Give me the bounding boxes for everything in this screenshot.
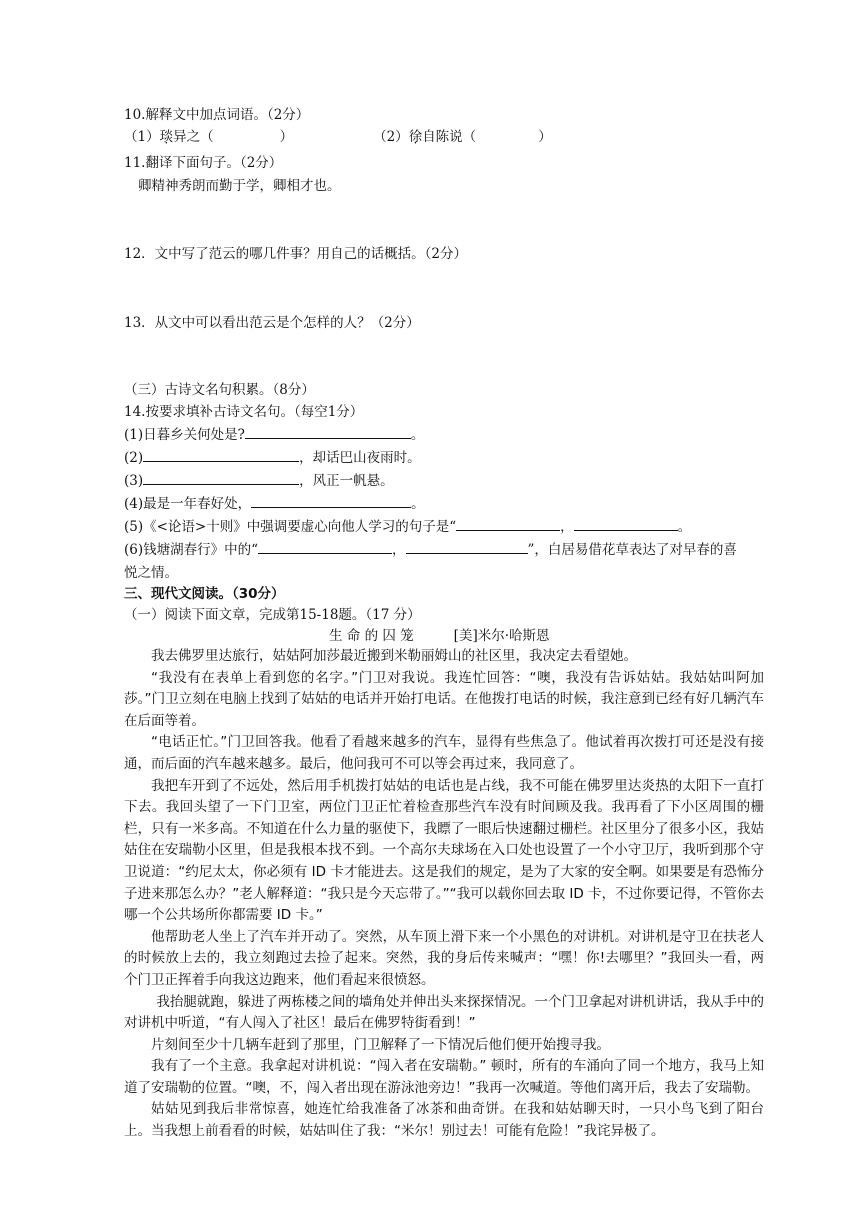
q10-item1-dotted-word: 琰 bbox=[159, 129, 174, 145]
q10-items bbox=[124, 126, 552, 148]
q14-blank-1[interactable] bbox=[245, 424, 411, 439]
article-paragraph: “电话正忙。”门卫回答我。他看了看越来越多的汽车，显得有些焦急了。他试着再次拨打可还是没有接通，而后面的汽车越来越多。最后，他问我可不可以等会再过来，我同意了。 bbox=[124, 734, 764, 772]
article-paragraph: 片刻间至少十几辆车赶到了那里，门卫解释了一下情况后他们便开始搜寻我。 bbox=[151, 1036, 610, 1053]
q14-line3-number: (3) bbox=[124, 473, 144, 489]
q14-line1-end: 。 bbox=[410, 427, 425, 443]
article-title-line bbox=[329, 625, 550, 647]
q14-blank-6a[interactable] bbox=[258, 539, 392, 554]
q14-line4 bbox=[124, 493, 425, 515]
q12-text: 12．文中写了范云的哪几件事？用自己的话概括。（2分） bbox=[124, 246, 468, 262]
q14-line4-prompt: (4)最是一年春好处， bbox=[124, 496, 252, 512]
q14-line6-text: ”，白居易借花草表达了对早春的喜 bbox=[527, 542, 737, 558]
q13-heading bbox=[124, 312, 420, 334]
q10-item1-text: 异之（ bbox=[173, 129, 214, 145]
section3-text: （三）古诗文名句积累。（8分） bbox=[124, 382, 315, 398]
q11-text: 11.翻译下面句子。（2分） bbox=[124, 155, 283, 171]
q14-line5 bbox=[124, 516, 691, 538]
q14-line6-cont-text: 悦之情。 bbox=[124, 565, 178, 581]
article-body bbox=[124, 646, 764, 1143]
article-paragraph: 我把车开到了不远处，然后用手机拨打姑姑的电话也是占线，我不可能在佛罗里达炎热的太阳下一直打下去。我回头望了一下门卫室，两位门卫正忙着检查那些汽车没有时间顾及我。我再看了下小区周围的栅栏，只有一米多高。不知道在什么力量的驱使下，我瞟了一眼后快速翻过栅栏。社区里分了很多小区，我姑姑住在安瑞勒小区里，但是我根本找不到。一个高尔夫球场在入口处也设置了一个小守卫厅，我听到那个守卫说道：“约尼太太，你必须有 ID 卡才能进去。这是我们的规定，是为了大家的安全啊。如果要是有恐怖分子进来那怎么办？”老人解释道：“我只是今天忘带了。”“我可以载你回去取 ID 卡，不过你要记得，不管你去哪一个公共场所你都需要 ID 卡。” bbox=[124, 777, 764, 924]
q14-text: 14.按要求填补古诗文名句。（每空1分） bbox=[124, 404, 364, 420]
q10-item1-number: （1） bbox=[124, 129, 160, 145]
q10-text: 10.解释文中加点词语。（2分） bbox=[124, 107, 310, 123]
q14-line5-prompt: (5)《<论语>十则》中强调要虚心向他人学习的句子是“ bbox=[124, 519, 457, 535]
article-paragraph: 姑姑见到我后非常惊喜，她连忙给我准备了冰茶和曲奇饼。在我和姑姑聊天时，一只小鸟飞到了阳台上。当我想上前看看的时候，姑姑叫住了我：“米尔！别过去！可能有危险！”我诧异极了。 bbox=[124, 1101, 764, 1140]
q14-line1 bbox=[124, 424, 424, 446]
q14-heading bbox=[124, 401, 363, 423]
q12-heading bbox=[124, 243, 467, 265]
q14-line3-text: ，风正一帆悬。 bbox=[299, 473, 394, 489]
reading1-text: （一）阅读下面文章，完成第15-18题。（17 分） bbox=[124, 607, 421, 623]
q10-item2-dotted-word: 徐 bbox=[408, 129, 423, 145]
q10-item2-number: （2） bbox=[373, 129, 409, 145]
q11-heading bbox=[124, 152, 282, 174]
q14-blank-2[interactable] bbox=[143, 447, 299, 462]
q14-line6-continued bbox=[124, 562, 178, 584]
q10-item2-close: ） bbox=[538, 129, 552, 145]
q14-line5-comma: ， bbox=[560, 519, 574, 535]
q14-line5-end: 。 bbox=[677, 519, 692, 535]
reading1-heading bbox=[124, 604, 421, 626]
article-paragraph: 我去佛罗里达旅行，姑姑阿加莎最近搬到米勒丽姆山的社区里，我决定去看望她。 bbox=[151, 648, 637, 664]
q14-blank-5b[interactable] bbox=[574, 516, 678, 531]
q14-line2 bbox=[124, 447, 421, 469]
q13-text: 13．从文中可以看出范云是个怎样的人？（2分） bbox=[124, 315, 420, 331]
q10-item2-text: 自陈说（ bbox=[422, 129, 477, 145]
q10-item1-close: ） bbox=[279, 129, 294, 145]
part3-text: 三、现代文阅读。（30分） bbox=[124, 586, 285, 602]
section3-heading bbox=[124, 379, 315, 401]
article-title: 生 命 的 囚 笼 bbox=[329, 628, 414, 644]
q14-line4-end: 。 bbox=[411, 496, 425, 512]
article-paragraph: 我有了一个主意。我拿起对讲机说：“闯入者在安瑞勒。” 顿时，所有的车涌向了同一个地方，我马上知道了安瑞勒的位置。“噢，不，闯入者出现在游泳池旁边！”我再一次喊道。等他们离开后，我去了安瑞勒。 bbox=[124, 1058, 764, 1096]
q11-sentence-text: 卿精神秀朗而勤于学，卿相才也。 bbox=[138, 178, 341, 194]
q14-blank-4[interactable] bbox=[251, 493, 411, 508]
q14-line6-prompt: (6)钱塘湖春行》中的“ bbox=[124, 542, 259, 558]
q14-line6-comma: ， bbox=[392, 542, 406, 558]
q14-line2-number: (2) bbox=[124, 450, 144, 466]
q11-sentence bbox=[138, 175, 341, 197]
article-paragraph: 他帮助老人坐上了汽车并开动了。突然，从车顶上滑下来一个小黑色的对讲机。对讲机是守卫在扶老人的时候放上去的，我立刻跑过去捡了起来。突然，我的身后传来喊声：“嘿！你!去哪里？”我回头一看，两个门卫正挥着手向我这边跑来，他们看起来很愤怒。 bbox=[124, 928, 764, 988]
part3-heading bbox=[124, 583, 285, 605]
article-paragraph: “我没有在表单上看到您的名字。”门卫对我说。我连忙回答：“噢，我没有告诉姑姑。我姑姑叫阿加莎。”门卫立刻在电脑上找到了姑姑的电话并开始打电话。在他拨打电话的时候，我注意到已经有好几辆汽车在后面等着。 bbox=[124, 669, 764, 729]
q14-line2-text: ，却话巴山夜雨时。 bbox=[299, 450, 421, 466]
article-paragraph: 我抬腿就跑，躲进了两栋楼之间的墙角处并伸出头来探探情况。一个门卫拿起对讲机讲话，我从手中的对讲机中听道，“有人闯入了社区！最后在佛罗特街看到！” bbox=[124, 993, 764, 1032]
q10-heading bbox=[124, 104, 309, 126]
q14-line1-prompt: (1)日暮乡关何处是? bbox=[124, 427, 245, 443]
q14-blank-3[interactable] bbox=[143, 470, 299, 485]
q14-blank-5a[interactable] bbox=[456, 516, 560, 531]
article-author: [美]米尔·哈斯恩 bbox=[453, 628, 550, 644]
q14-line6 bbox=[124, 539, 737, 561]
q14-line3 bbox=[124, 470, 394, 492]
q14-blank-6b[interactable] bbox=[406, 539, 528, 554]
